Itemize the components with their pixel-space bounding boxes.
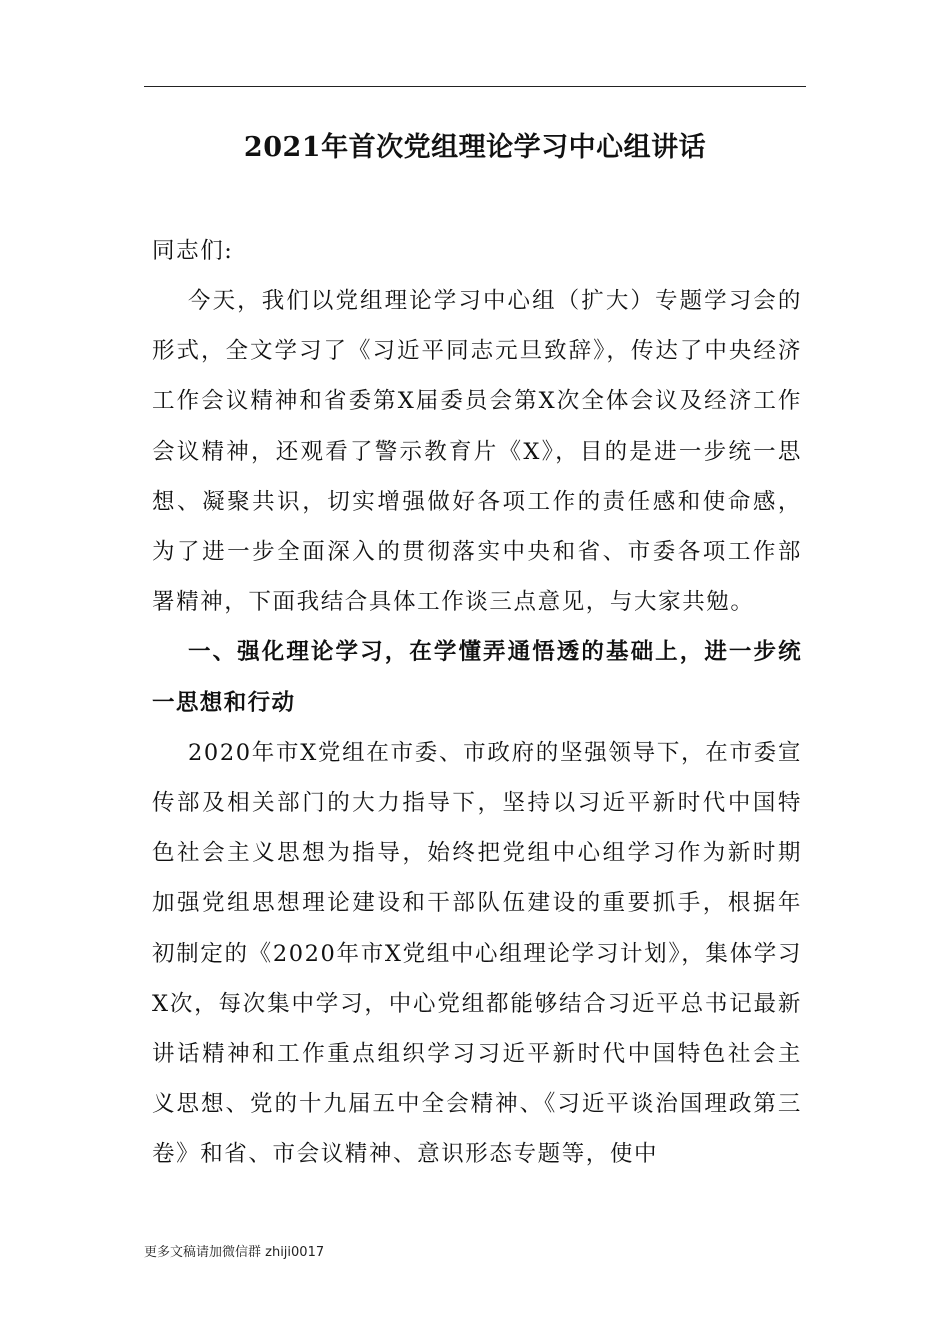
paragraph-opening: 今天，我们以党组理论学习中心组（扩大）专题学习会的形式，全文学习了《习近平同志元旦致辞》，传达了中央经济工作会议精神和省委第X届委员会第X次全体会议及经济工作会议精神，还观看了警示教育片《X》，目的是进一步统一思想、凝聚共识，切实增强做好各项工作的责任感和使命感，为了进一步全面深入的贯彻落实中央和省、市委各项工作部署精神，下面我结合具体工作谈三点意见，与大家共勉。: [152, 288, 802, 616]
header-rule: [144, 86, 806, 87]
footer-note: 更多文稿请加微信群 zhiji0017: [144, 1245, 325, 1260]
paragraph-section-1: 2020年市X党组在市委、市政府的坚强领导下，在市委宣传部及相关部门的大力指导下，坚持以习近平新时代中国特色社会主义思想为指导，始终把党组中心组学习作为新时期加强党组思想理论建设和干部队伍建设的重要抓手，根据年初制定的《2020年市X党组中心组理论学习计划》，集体学习X次，每次集中学习，中心党组都能够结合习近平总书记最新讲话精神和工作重点组织学习习近平新时代中国特色社会主义思想、党的十九届五中全会精神、《习近平谈治国理政第三卷》和省、市会议精神、意识形态专题等，使中: [152, 739, 802, 1168]
document-title: 2021年首次党组理论学习中心组讲话: [243, 132, 707, 163]
salutation: 同志们:: [152, 238, 234, 264]
section-heading-1: 一、强化理论学习，在学懂弄通悟透的基础上，进一步统一思想和行动: [152, 639, 802, 716]
document-body: [152, 276, 802, 1180]
